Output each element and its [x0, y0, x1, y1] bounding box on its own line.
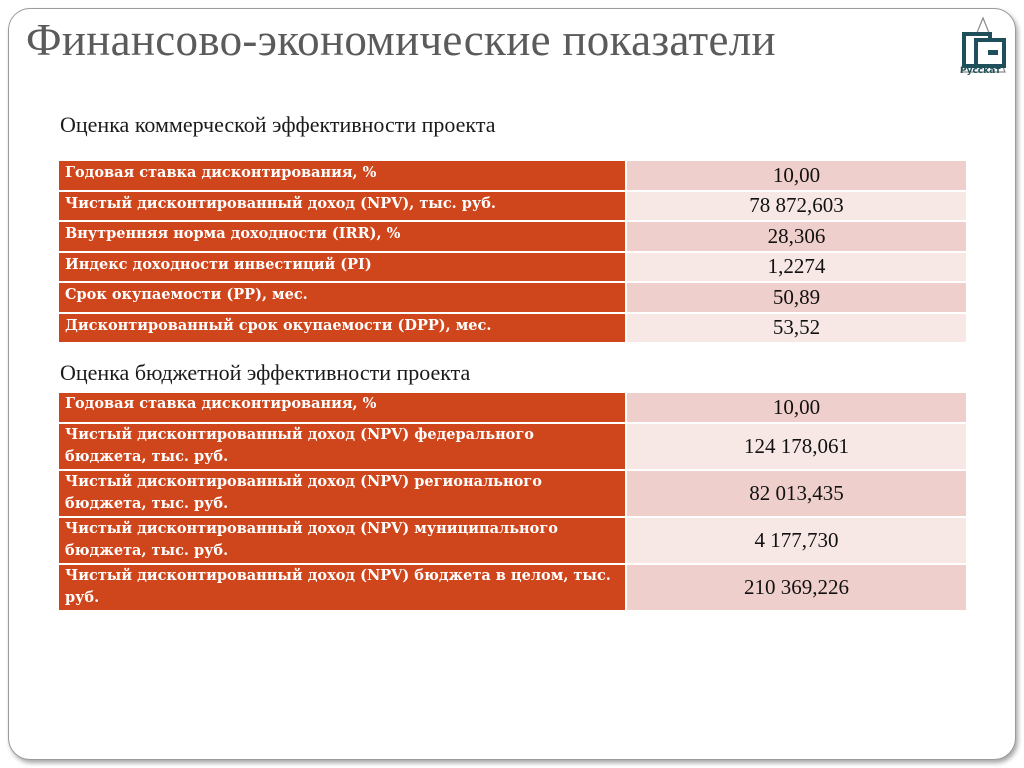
row-value: 53,52 — [626, 313, 967, 344]
table-row — [58, 392, 967, 423]
logo-text: Русскат — [960, 66, 1001, 76]
row-label: Чистый дисконтированный доход (NPV) муниципального бюджета, тыс. руб. — [58, 517, 626, 564]
row-label: Чистый дисконтированный доход (NPV), тыс. руб. — [58, 191, 626, 222]
row-label: Дисконтированный срок окупаемости (DPP), мес. — [58, 313, 626, 344]
row-value: 210 369,226 — [626, 564, 967, 611]
budget-heading: Оценка бюджетной эффективности проекта — [60, 360, 471, 385]
table-row — [58, 221, 967, 252]
budget-table — [57, 391, 968, 612]
commercial-heading: Оценка коммерческой эффективности проекта — [60, 112, 496, 137]
row-value: 124 178,061 — [626, 423, 967, 470]
row-label: Чистый дисконтированный доход (NPV) федерального бюджета, тыс. руб. — [58, 423, 626, 470]
row-label: Годовая ставка дисконтирования, % — [58, 160, 626, 191]
row-label: Индекс доходности инвестиций (PI) — [58, 252, 626, 283]
table-row — [58, 252, 967, 283]
commercial-table — [57, 159, 968, 344]
row-value: 78 872,603 — [626, 191, 967, 222]
row-value: 82 013,435 — [626, 470, 967, 517]
row-label: Срок окупаемости (PP), мес. — [58, 282, 626, 313]
table-row — [58, 470, 967, 517]
table-row — [58, 564, 967, 611]
table-row — [58, 517, 967, 564]
row-label: Внутренняя норма доходности (IRR), % — [58, 221, 626, 252]
row-value: 10,00 — [626, 392, 967, 423]
table-row — [58, 423, 967, 470]
row-value: 10,00 — [626, 160, 967, 191]
row-value: 28,306 — [626, 221, 967, 252]
slide-title: Финансово-экономические показатели — [26, 15, 776, 65]
table-row — [58, 191, 967, 222]
table-row — [58, 160, 967, 191]
row-value: 4 177,730 — [626, 517, 967, 564]
row-value: 1,2274 — [626, 252, 967, 283]
table-row — [58, 282, 967, 313]
row-label: Чистый дисконтированный доход (NPV) бюджета в целом, тыс. руб. — [58, 564, 626, 611]
row-label: Чистый дисконтированный доход (NPV) регионального бюджета, тыс. руб. — [58, 470, 626, 517]
table-row — [58, 313, 967, 344]
row-value: 50,89 — [626, 282, 967, 313]
row-label: Годовая ставка дисконтирования, % — [58, 392, 626, 423]
